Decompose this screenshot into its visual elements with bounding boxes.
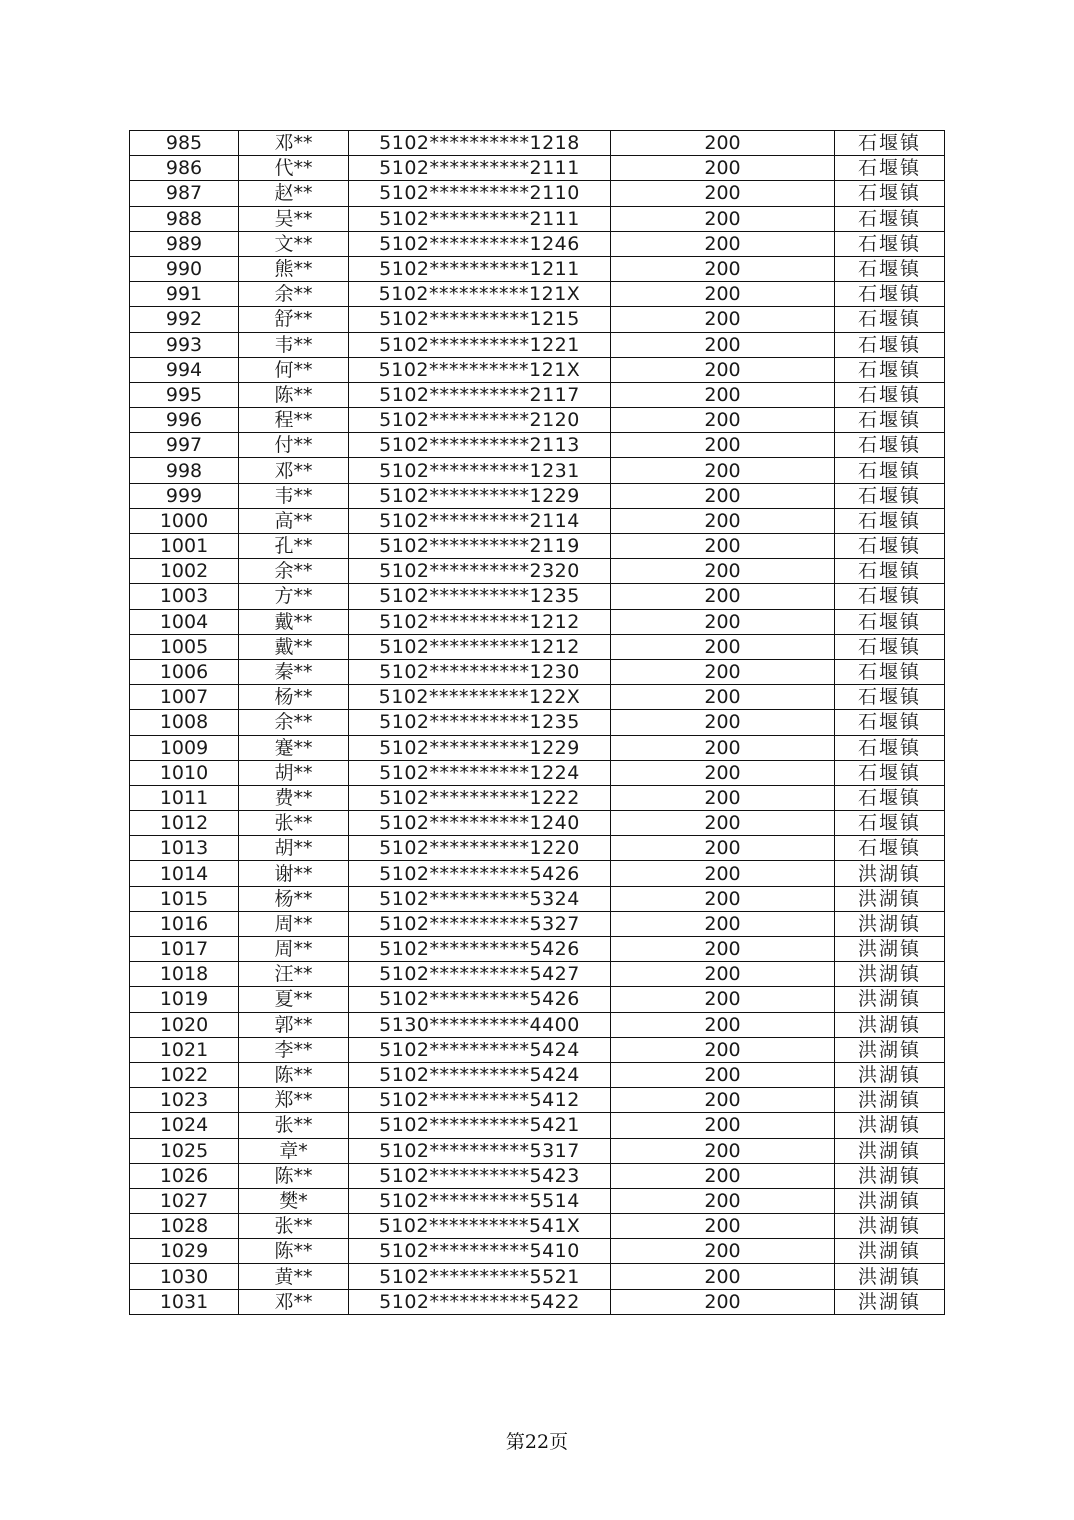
name-cell: 代** (239, 156, 349, 181)
amount-cell: 200 (611, 408, 835, 433)
id-number-cell: 5102**********1229 (349, 483, 611, 508)
amount-cell: 200 (611, 1289, 835, 1314)
table-row (130, 458, 945, 483)
name-cell: 张** (239, 1214, 349, 1239)
amount-cell: 200 (611, 231, 835, 256)
town-cell: 洪湖镇 (835, 1188, 945, 1213)
name-cell: 陈** (239, 1062, 349, 1087)
row-number-cell: 1006 (130, 659, 239, 684)
row-number-cell: 1027 (130, 1188, 239, 1213)
amount-cell: 200 (611, 1113, 835, 1138)
amount-cell: 200 (611, 458, 835, 483)
row-number-cell: 990 (130, 256, 239, 281)
id-number-cell: 5102**********1218 (349, 131, 611, 156)
amount-cell: 200 (611, 1188, 835, 1213)
amount-cell: 200 (611, 659, 835, 684)
table-row (130, 508, 945, 533)
row-number-cell: 1029 (130, 1239, 239, 1264)
amount-cell: 200 (611, 861, 835, 886)
amount-cell: 200 (611, 332, 835, 357)
id-number-cell: 5102**********1231 (349, 458, 611, 483)
row-number-cell: 1021 (130, 1037, 239, 1062)
id-number-cell: 5102**********5423 (349, 1163, 611, 1188)
town-cell: 洪湖镇 (835, 861, 945, 886)
name-cell: 余** (239, 559, 349, 584)
table-row (130, 811, 945, 836)
table-row (130, 710, 945, 735)
id-number-cell: 5102**********1235 (349, 584, 611, 609)
table-row (130, 181, 945, 206)
amount-cell: 200 (611, 836, 835, 861)
amount-cell: 200 (611, 937, 835, 962)
row-number-cell: 1001 (130, 534, 239, 559)
name-cell: 赵** (239, 181, 349, 206)
id-number-cell: 5102**********5514 (349, 1188, 611, 1213)
id-number-cell: 5102**********2110 (349, 181, 611, 206)
amount-cell: 200 (611, 962, 835, 987)
id-number-cell: 5102**********1222 (349, 785, 611, 810)
id-number-cell: 5102**********1215 (349, 307, 611, 332)
name-cell: 吴** (239, 206, 349, 231)
id-number-cell: 5102**********1230 (349, 659, 611, 684)
name-cell: 余** (239, 282, 349, 307)
row-number-cell: 1009 (130, 735, 239, 760)
row-number-cell: 1002 (130, 559, 239, 584)
table-row (130, 1214, 945, 1239)
id-number-cell: 5102**********121X (349, 357, 611, 382)
name-cell: 蹇** (239, 735, 349, 760)
table-row (130, 962, 945, 987)
id-number-cell: 5102**********5426 (349, 937, 611, 962)
town-cell: 石堰镇 (835, 458, 945, 483)
amount-cell: 200 (611, 382, 835, 407)
row-number-cell: 1016 (130, 911, 239, 936)
row-number-cell: 1005 (130, 634, 239, 659)
name-cell: 郭** (239, 1012, 349, 1037)
table-row (130, 735, 945, 760)
table-row (130, 307, 945, 332)
amount-cell: 200 (611, 559, 835, 584)
id-number-cell: 5102**********5424 (349, 1062, 611, 1087)
amount-cell: 200 (611, 1062, 835, 1087)
town-cell: 石堰镇 (835, 357, 945, 382)
table-row (130, 1113, 945, 1138)
id-number-cell: 5102**********5422 (349, 1289, 611, 1314)
table-row (130, 332, 945, 357)
row-number-cell: 1007 (130, 685, 239, 710)
town-cell: 石堰镇 (835, 659, 945, 684)
town-cell: 石堰镇 (835, 206, 945, 231)
name-cell: 余** (239, 710, 349, 735)
row-number-cell: 1030 (130, 1264, 239, 1289)
table-row (130, 987, 945, 1012)
name-cell: 夏** (239, 987, 349, 1012)
id-number-cell: 5102**********1224 (349, 760, 611, 785)
town-cell: 石堰镇 (835, 609, 945, 634)
id-number-cell: 5102**********5410 (349, 1239, 611, 1264)
table-row (130, 256, 945, 281)
table-row (130, 584, 945, 609)
name-cell: 杨** (239, 886, 349, 911)
page-number: 第22页 (505, 1431, 569, 1453)
town-cell: 石堰镇 (835, 534, 945, 559)
town-cell: 洪湖镇 (835, 937, 945, 962)
town-cell: 石堰镇 (835, 811, 945, 836)
name-cell: 熊** (239, 256, 349, 281)
data-table (129, 130, 945, 1315)
town-cell: 石堰镇 (835, 282, 945, 307)
town-cell: 石堰镇 (835, 256, 945, 281)
name-cell: 韦** (239, 332, 349, 357)
table-row (130, 760, 945, 785)
table-row (130, 156, 945, 181)
amount-cell: 200 (611, 785, 835, 810)
amount-cell: 200 (611, 1012, 835, 1037)
row-number-cell: 1020 (130, 1012, 239, 1037)
name-cell: 杨** (239, 685, 349, 710)
id-number-cell: 5102**********541X (349, 1214, 611, 1239)
name-cell: 邓** (239, 131, 349, 156)
table-row (130, 1037, 945, 1062)
table-row (130, 282, 945, 307)
row-number-cell: 1015 (130, 886, 239, 911)
amount-cell: 200 (611, 156, 835, 181)
name-cell: 周** (239, 911, 349, 936)
table-row (130, 534, 945, 559)
town-cell: 石堰镇 (835, 156, 945, 181)
name-cell: 程** (239, 408, 349, 433)
row-number-cell: 996 (130, 408, 239, 433)
table-row (130, 433, 945, 458)
row-number-cell: 1026 (130, 1163, 239, 1188)
name-cell: 汪** (239, 962, 349, 987)
table-row (130, 206, 945, 231)
id-number-cell: 5102**********2117 (349, 382, 611, 407)
row-number-cell: 1011 (130, 785, 239, 810)
row-number-cell: 1008 (130, 710, 239, 735)
amount-cell: 200 (611, 1264, 835, 1289)
table-row (130, 1289, 945, 1314)
table-row (130, 231, 945, 256)
row-number-cell: 1022 (130, 1062, 239, 1087)
amount-cell: 200 (611, 534, 835, 559)
id-number-cell: 5102**********121X (349, 282, 611, 307)
amount-cell: 200 (611, 1088, 835, 1113)
town-cell: 石堰镇 (835, 231, 945, 256)
amount-cell: 200 (611, 886, 835, 911)
town-cell: 石堰镇 (835, 483, 945, 508)
town-cell: 洪湖镇 (835, 987, 945, 1012)
town-cell: 洪湖镇 (835, 1163, 945, 1188)
name-cell: 韦** (239, 483, 349, 508)
town-cell: 洪湖镇 (835, 1264, 945, 1289)
id-number-cell: 5102**********1212 (349, 609, 611, 634)
row-number-cell: 994 (130, 357, 239, 382)
id-number-cell: 5102**********122X (349, 685, 611, 710)
row-number-cell: 1024 (130, 1113, 239, 1138)
row-number-cell: 1017 (130, 937, 239, 962)
id-number-cell: 5102**********5426 (349, 861, 611, 886)
amount-cell: 200 (611, 282, 835, 307)
table-row (130, 685, 945, 710)
amount-cell: 200 (611, 584, 835, 609)
amount-cell: 200 (611, 206, 835, 231)
name-cell: 胡** (239, 836, 349, 861)
id-number-cell: 5102**********5427 (349, 962, 611, 987)
row-number-cell: 987 (130, 181, 239, 206)
amount-cell: 200 (611, 1214, 835, 1239)
table-row (130, 131, 945, 156)
id-number-cell: 5102**********2111 (349, 156, 611, 181)
table-row (130, 1012, 945, 1037)
name-cell: 文** (239, 231, 349, 256)
name-cell: 高** (239, 508, 349, 533)
town-cell: 石堰镇 (835, 382, 945, 407)
town-cell: 洪湖镇 (835, 1113, 945, 1138)
amount-cell: 200 (611, 609, 835, 634)
amount-cell: 200 (611, 1239, 835, 1264)
name-cell: 郑** (239, 1088, 349, 1113)
row-number-cell: 985 (130, 131, 239, 156)
table-row (130, 1239, 945, 1264)
name-cell: 黄** (239, 1264, 349, 1289)
town-cell: 石堰镇 (835, 785, 945, 810)
row-number-cell: 997 (130, 433, 239, 458)
name-cell: 方** (239, 584, 349, 609)
name-cell: 何** (239, 357, 349, 382)
table-row (130, 609, 945, 634)
name-cell: 李** (239, 1037, 349, 1062)
table-row (130, 382, 945, 407)
name-cell: 谢** (239, 861, 349, 886)
town-cell: 石堰镇 (835, 332, 945, 357)
town-cell: 石堰镇 (835, 735, 945, 760)
id-number-cell: 5102**********5412 (349, 1088, 611, 1113)
amount-cell: 200 (611, 256, 835, 281)
amount-cell: 200 (611, 131, 835, 156)
id-number-cell: 5130**********4400 (349, 1012, 611, 1037)
amount-cell: 200 (611, 508, 835, 533)
name-cell: 张** (239, 811, 349, 836)
row-number-cell: 1010 (130, 760, 239, 785)
id-number-cell: 5102**********1221 (349, 332, 611, 357)
amount-cell: 200 (611, 710, 835, 735)
row-number-cell: 1000 (130, 508, 239, 533)
town-cell: 石堰镇 (835, 408, 945, 433)
id-number-cell: 5102**********5317 (349, 1138, 611, 1163)
amount-cell: 200 (611, 483, 835, 508)
row-number-cell: 991 (130, 282, 239, 307)
id-number-cell: 5102**********5521 (349, 1264, 611, 1289)
id-number-cell: 5102**********5327 (349, 911, 611, 936)
name-cell: 邓** (239, 458, 349, 483)
town-cell: 石堰镇 (835, 836, 945, 861)
table-row (130, 1264, 945, 1289)
town-cell: 石堰镇 (835, 685, 945, 710)
name-cell: 陈** (239, 1163, 349, 1188)
row-number-cell: 1012 (130, 811, 239, 836)
town-cell: 洪湖镇 (835, 911, 945, 936)
town-cell: 洪湖镇 (835, 886, 945, 911)
table-row (130, 937, 945, 962)
name-cell: 周** (239, 937, 349, 962)
name-cell: 邓** (239, 1289, 349, 1314)
name-cell: 陈** (239, 382, 349, 407)
id-number-cell: 5102**********2113 (349, 433, 611, 458)
amount-cell: 200 (611, 307, 835, 332)
id-number-cell: 5102**********5426 (349, 987, 611, 1012)
table-row (130, 1088, 945, 1113)
id-number-cell: 5102**********1246 (349, 231, 611, 256)
town-cell: 洪湖镇 (835, 1088, 945, 1113)
town-cell: 石堰镇 (835, 508, 945, 533)
table-row (130, 1138, 945, 1163)
town-cell: 石堰镇 (835, 131, 945, 156)
row-number-cell: 992 (130, 307, 239, 332)
table-row (130, 483, 945, 508)
town-cell: 石堰镇 (835, 634, 945, 659)
table-row (130, 659, 945, 684)
town-cell: 石堰镇 (835, 584, 945, 609)
table-row (130, 861, 945, 886)
amount-cell: 200 (611, 357, 835, 382)
name-cell: 孔** (239, 534, 349, 559)
table-row (130, 357, 945, 382)
amount-cell: 200 (611, 735, 835, 760)
town-cell: 石堰镇 (835, 559, 945, 584)
table-row (130, 836, 945, 861)
id-number-cell: 5102**********2320 (349, 559, 611, 584)
id-number-cell: 5102**********1229 (349, 735, 611, 760)
amount-cell: 200 (611, 1163, 835, 1188)
amount-cell: 200 (611, 911, 835, 936)
name-cell: 舒** (239, 307, 349, 332)
amount-cell: 200 (611, 634, 835, 659)
id-number-cell: 5102**********1212 (349, 634, 611, 659)
id-number-cell: 5102**********5324 (349, 886, 611, 911)
amount-cell: 200 (611, 685, 835, 710)
town-cell: 石堰镇 (835, 710, 945, 735)
town-cell: 洪湖镇 (835, 1138, 945, 1163)
row-number-cell: 1031 (130, 1289, 239, 1314)
amount-cell: 200 (611, 1037, 835, 1062)
id-number-cell: 5102**********1211 (349, 256, 611, 281)
row-number-cell: 988 (130, 206, 239, 231)
amount-cell: 200 (611, 1138, 835, 1163)
row-number-cell: 1018 (130, 962, 239, 987)
name-cell: 戴** (239, 634, 349, 659)
row-number-cell: 986 (130, 156, 239, 181)
amount-cell: 200 (611, 433, 835, 458)
table-row (130, 1062, 945, 1087)
town-cell: 石堰镇 (835, 760, 945, 785)
id-number-cell: 5102**********1220 (349, 836, 611, 861)
id-number-cell: 5102**********2120 (349, 408, 611, 433)
name-cell: 陈** (239, 1239, 349, 1264)
row-number-cell: 998 (130, 458, 239, 483)
town-cell: 洪湖镇 (835, 962, 945, 987)
town-cell: 洪湖镇 (835, 1062, 945, 1087)
town-cell: 洪湖镇 (835, 1214, 945, 1239)
id-number-cell: 5102**********2111 (349, 206, 611, 231)
id-number-cell: 5102**********1235 (349, 710, 611, 735)
table-row (130, 559, 945, 584)
table-row (130, 911, 945, 936)
row-number-cell: 989 (130, 231, 239, 256)
town-cell: 石堰镇 (835, 181, 945, 206)
table-row (130, 785, 945, 810)
table-row (130, 408, 945, 433)
town-cell: 石堰镇 (835, 433, 945, 458)
amount-cell: 200 (611, 181, 835, 206)
table-row (130, 886, 945, 911)
table-row (130, 634, 945, 659)
id-number-cell: 5102**********2119 (349, 534, 611, 559)
row-number-cell: 1013 (130, 836, 239, 861)
town-cell: 洪湖镇 (835, 1012, 945, 1037)
row-number-cell: 995 (130, 382, 239, 407)
row-number-cell: 1023 (130, 1088, 239, 1113)
row-number-cell: 1003 (130, 584, 239, 609)
name-cell: 胡** (239, 760, 349, 785)
table-body (130, 131, 945, 1315)
row-number-cell: 999 (130, 483, 239, 508)
name-cell: 章* (239, 1138, 349, 1163)
name-cell: 戴** (239, 609, 349, 634)
row-number-cell: 1025 (130, 1138, 239, 1163)
table-row (130, 1188, 945, 1213)
town-cell: 洪湖镇 (835, 1037, 945, 1062)
amount-cell: 200 (611, 811, 835, 836)
amount-cell: 200 (611, 987, 835, 1012)
id-number-cell: 5102**********5424 (349, 1037, 611, 1062)
town-cell: 石堰镇 (835, 307, 945, 332)
name-cell: 付** (239, 433, 349, 458)
name-cell: 秦** (239, 659, 349, 684)
row-number-cell: 1019 (130, 987, 239, 1012)
town-cell: 洪湖镇 (835, 1239, 945, 1264)
id-number-cell: 5102**********2114 (349, 508, 611, 533)
row-number-cell: 1004 (130, 609, 239, 634)
row-number-cell: 1014 (130, 861, 239, 886)
table-row (130, 1163, 945, 1188)
row-number-cell: 993 (130, 332, 239, 357)
name-cell: 费** (239, 785, 349, 810)
name-cell: 张** (239, 1113, 349, 1138)
amount-cell: 200 (611, 760, 835, 785)
town-cell: 洪湖镇 (835, 1289, 945, 1314)
row-number-cell: 1028 (130, 1214, 239, 1239)
id-number-cell: 5102**********1240 (349, 811, 611, 836)
name-cell: 樊* (239, 1188, 349, 1213)
id-number-cell: 5102**********5421 (349, 1113, 611, 1138)
